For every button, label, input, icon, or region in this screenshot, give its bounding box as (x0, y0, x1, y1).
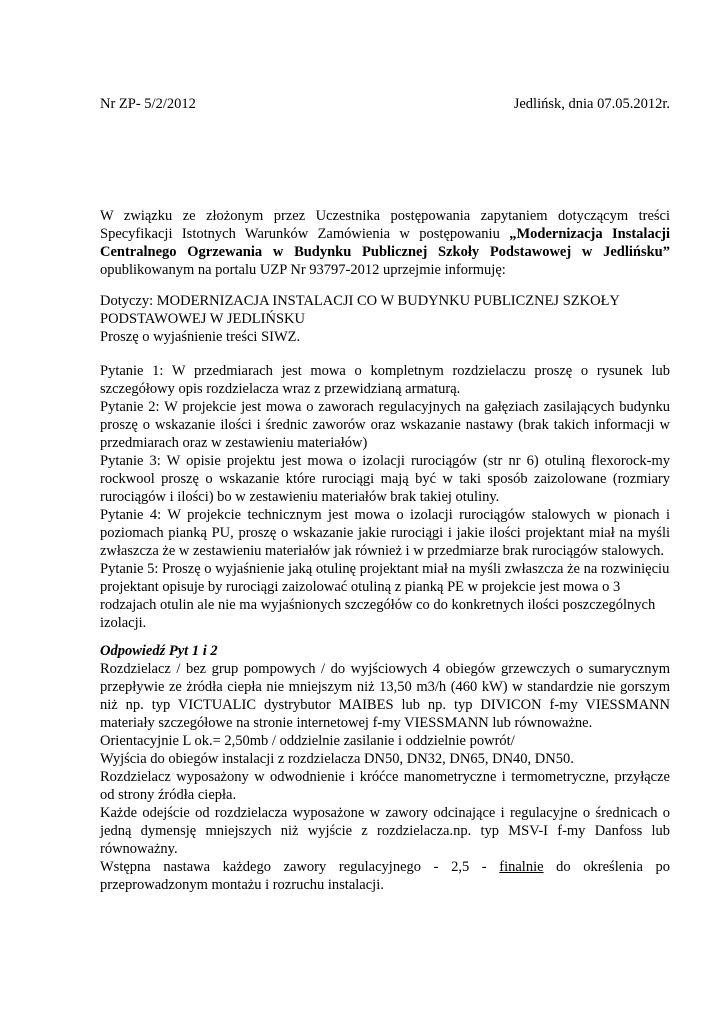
header-gap (100, 113, 670, 207)
intro-project-title: „Modernizacja Instalacji Centralnego Ogrzewania w Budynku Publicznej Szkoły Podstawowej w Jedlińsku” (100, 226, 670, 260)
answer-paragraph: Rozdzielacz wyposażony w odwodnienie i króćce manometryczne i termometryczne, przyłącze od strony źródła ciepła. (100, 769, 670, 803)
question-paragraph: Pytanie 1: W przedmiarach jest mowa o kompletnym rozdzielaczu proszę o rysunek lub szczegółowy opis rozdzielacza wraz z przewidzianą armaturą. (100, 363, 670, 397)
answer-heading: Odpowiedź Pyt 1 i 2 (100, 643, 218, 659)
intro-text-after: opublikowanym na portalu UZP Nr 93797-2012 uprzejmie informuję: (100, 262, 506, 278)
date-line: Jedlińsk, dnia 07.05.2012r. (513, 96, 670, 112)
question-paragraph: Pytanie 5: Proszę o wyjaśnienie jaką otulinę projektant miał na myśli zwłaszcza że na rozwinięciu projektant opisuje by rurociągi zaizolować otuliną z pianką PE w projekcie jest mowa o 3 rodzajach otulin ale nie ma wyjaśnionych szczegółów co do konkretnych ilości poszczególnych izolacji. (100, 561, 670, 631)
question-paragraph: Pytanie 4: W projekcie technicznym jest mowa o izolacji rurociągów stalowych w pionach i poziomach pianką PU, proszę o wskazanie jakie rurociągi i jakie ilości projektant miał na myśli zwłaszcza że w zestawieniu materiałów jak również i w przedmiarze brak rurociągów stalowych. (100, 507, 670, 559)
reference-number: Nr ZP- 5/2/2012 (100, 96, 196, 112)
subject-line: Dotyczy: MODERNIZACJA INSTALACJI CO W BUDYNKU PUBLICZNEJ SZKOŁY PODSTAWOWEJ W JEDLIŃSKU (100, 293, 620, 327)
section-gap (100, 279, 670, 292)
answer-paragraph: Orientacyjnie L ok.= 2,50mb / oddzielnie zasilanie i oddzielnie powrót/ (100, 733, 515, 749)
questions-block (100, 362, 670, 632)
document-header (100, 95, 670, 113)
request-line: Proszę o wyjaśnienie treści SIWZ. (100, 329, 301, 345)
intro-paragraph (100, 207, 670, 279)
final-underlined-word: finalnie (499, 859, 544, 875)
answer-final-paragraph (100, 858, 670, 894)
intro-text-before: W związku ze złożonym przez Uczestnika postępowania zapytaniem dotyczącym treści Specyfikacji Istotnych Warunków Zamówienia w postępowaniu (100, 208, 670, 242)
answer-block (100, 642, 670, 894)
answer-paragraph: Każde odejście od rozdzielacza wyposażone w zawory odcinające i regulacyjne o średnicach o jedną dymensję mniejszych niż wyjście z rozdzielacza.np. typ MSV-I f-my Danfoss lub równoważny. (100, 805, 670, 857)
answer-paragraph: Rozdzielacz / bez grup pompowych / do wyjściowych 4 obiegów grzewczych o sumarycznym przepływie ze żródła ciepła nie mniejszym niż 13,50 m3/h (460 kW) w standardzie nie gorszym niż np. typ VICTUALIC dystrybutor MAIBES lub np. typ DIVICON f-my VIESSMANN materiały szczegółowe na stronie internetowej f-my VIESSMANN lub równoważne. (100, 661, 670, 731)
section-gap (100, 632, 670, 642)
question-paragraph: Pytanie 2: W projekcie jest mowa o zaworach regulacyjnych na gałęziach zasilających budynku proszę o wskazanie ilości i średnic zaworów oraz wskazanie nastawy (brak takich informacji w przedmiarach oraz w zestawieniu materiałów) (100, 399, 670, 451)
answer-paragraph: Wyjścia do obiegów instalacji z rozdzielacza DN50, DN32, DN65, DN40, DN50. (100, 751, 574, 767)
section-gap (100, 346, 670, 362)
question-paragraph: Pytanie 3: W opisie projektu jest mowa o izolacji rurociągów (str nr 6) otuliną flexorock-my rockwool proszę o wskazanie które rurociągi mają być w taki sposób zaizolowane (rozmiary rurociągów i ilości) bo w zestawieniu materiałów brak takiej otuliny. (100, 453, 670, 505)
final-text-after: do określenia po przeprowadzonym montażu i rozruchu instalacji. (100, 859, 670, 893)
final-text-before: Wstępna nastawa każdego zawory regulacyjnego - 2,5 - (100, 859, 500, 875)
